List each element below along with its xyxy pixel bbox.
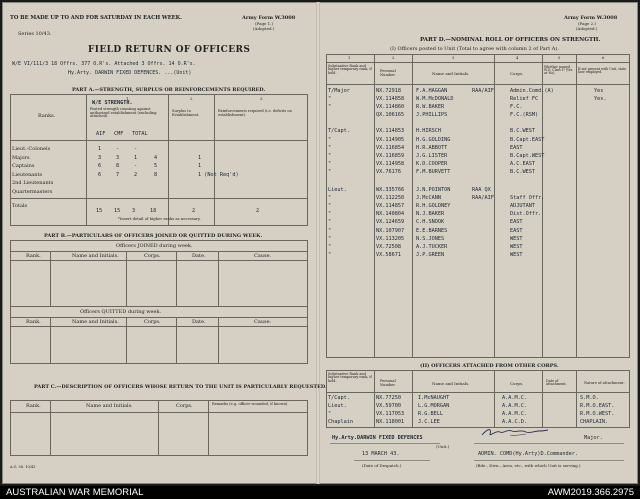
total-cmf: 15 (114, 208, 121, 214)
attached-corps: A.A.M.C. (502, 411, 527, 417)
a-col-rank: Substantive Rank and higher temporary rank, if held. (328, 372, 372, 383)
attached-corps: A.A.C.D. (502, 419, 527, 425)
unit-label: (Unit.) (436, 444, 450, 449)
part-c-table (10, 400, 308, 456)
q-col-name: Name and Initials. (72, 319, 119, 325)
attached-number: NX.77250 (376, 395, 401, 401)
form-page: (Page 1.) (255, 21, 274, 26)
page-fold (316, 2, 320, 484)
a-col-nature: Nature of attachment. (584, 381, 625, 385)
officer-number: QX.106165 (376, 112, 405, 119)
officer-name: J.G.LISTER (416, 152, 448, 159)
officer-name: J.P.GREEN (416, 251, 445, 258)
c-col-rank: Rank. (26, 403, 41, 409)
nominal-roll-table (326, 54, 630, 358)
attached-rank: " (328, 411, 332, 417)
officer-number: NX.140804 (376, 211, 405, 218)
q-col-date: Date. (192, 319, 206, 325)
officer-duty: B.C.WEST (510, 168, 535, 175)
col-reinf: Reinforcements required (i.e. deficits on establishment). (218, 109, 292, 117)
officer-name: H.G.GOLDING (416, 136, 451, 143)
form-id-2: Army Form W.3008 (564, 15, 618, 21)
form-page-2: (Page 2.) (578, 21, 597, 26)
q-col-rank: Rank. (26, 319, 41, 325)
col-num-3: 3 (260, 96, 263, 101)
rank-aif: 6 (98, 163, 102, 169)
officer-rank: " (328, 243, 332, 250)
officer-name: J.N.POINTON (416, 187, 451, 193)
part-d-title: PART D.—NOMINAL ROLL OF OFFICERS ON STRENGTH. (420, 37, 601, 43)
attached-corps: A.A.M.C. (502, 403, 527, 409)
handwritten-signature (480, 426, 550, 438)
sig-label: (Bde., Divn., Area, etc., with which Unit is serving.) (476, 463, 581, 468)
officer-corps: RAA QX (472, 187, 491, 193)
officer-number: NX.107907 (376, 227, 405, 234)
officer-name: W.M.McDONALD (416, 96, 454, 103)
officer-duty: F.C. (510, 104, 523, 111)
officer-rank: " (328, 203, 332, 210)
officer-rank: " (328, 168, 332, 175)
rank-cmf: - (116, 146, 120, 152)
officer-name: R.W.BAKER (416, 104, 445, 111)
b-col-corps: Corps. (144, 253, 161, 259)
officer-rank: " (328, 152, 332, 159)
officer-duty: ADJUTANT (510, 203, 535, 210)
attached-corps: A.A.M.C. (502, 395, 527, 401)
attached-rank: T/Capt. (328, 395, 350, 401)
rank-label: Captains (12, 163, 35, 169)
col-num-1: 1 (126, 96, 129, 101)
caption-accession: AWM2019.366.2975 (547, 487, 634, 498)
a-col-name: Name and Initials. (432, 381, 470, 386)
col-num-2: 2 (190, 96, 193, 101)
rank-label: Lieut.-Colonels (12, 146, 51, 152)
total-reinf: 2 (256, 208, 260, 214)
rank-aif: 1 (98, 146, 102, 152)
part-b-title: PART B.—PARTICULARS OF OFFICERS JOINED OR QUITTED DURING WEEK. (44, 233, 263, 239)
footnote: *Insert detail of higher ranks as necessary. (118, 216, 201, 221)
sub-col-aif: AIF (96, 131, 106, 137)
officer-rank: " (328, 251, 332, 258)
rank-cmf: 8 (116, 163, 120, 169)
officer-number: VX.76176 (376, 168, 401, 175)
rank-total: - (134, 163, 138, 169)
form-adopted-2: (Adopted.) (576, 26, 598, 31)
sub-col-total: TOTAL (132, 131, 148, 137)
attached-rank: Lieut. (328, 403, 347, 409)
officer-number: VX.113205 (376, 235, 405, 242)
attached-number: VX.59700 (376, 403, 401, 409)
date-label: (Date of Despatch.) (362, 463, 402, 468)
d-col-rank: Substantive Rank and higher temporary rank, if held. (328, 64, 372, 75)
quitted-title: Officers QUITTED during week. (80, 309, 162, 315)
attached-title: (II) OFFICERS ATTACHED FROM OTHER CORPS. (420, 363, 559, 369)
officer-rank: T/Capt. (328, 128, 350, 135)
officer-rank: T/Major (328, 88, 350, 94)
officer-duty: F.C.(RSM) (510, 112, 539, 119)
archive-caption-bar (0, 486, 640, 499)
officer-name: F.M.BURVETT (416, 168, 451, 175)
attached-nature: S.M.O. (580, 395, 599, 401)
officer-passed: Yes. (594, 96, 607, 103)
rank-label: Quartermasters (12, 188, 53, 195)
officer-number: VX.114905 (376, 136, 405, 143)
officer-rank: " (328, 160, 332, 167)
rank-surplus: 8 (154, 171, 158, 178)
officer-name: H.R.ABBOTT (416, 144, 448, 151)
officer-duty: Relief FC (510, 96, 539, 103)
part-c-title: PART C.—DESCRIPTION OF OFFICERS WHOSE RETURN TO THE UNIT IS PARTICULARLY REQUESTED. (34, 384, 327, 390)
officer-number: VX.114958 (376, 160, 405, 167)
rank-total: 1 (134, 154, 138, 161)
officer-number: VX.116854 (376, 144, 405, 151)
attached-nature: R.M.O.EAST. (580, 403, 615, 409)
strength-stamp: W/E STRENGTH. (92, 100, 133, 106)
left-page (8, 4, 327, 480)
officer-rank: " (328, 104, 332, 111)
sig-role: ADMIN. COMD(Hy.Arty)D.Commander. (478, 451, 578, 457)
d-col-passed: Whether passed W.O. Class I? (Yes or No). (544, 65, 573, 76)
d-num-6: 6 (602, 56, 605, 60)
b-col-date: Date. (192, 253, 206, 259)
rank-total: 2 (134, 171, 138, 178)
d-col-name: Name and Initials. (432, 71, 470, 76)
rank-total: - (134, 146, 138, 152)
total-total: 3 (132, 208, 136, 214)
officer-rank: " (328, 144, 332, 151)
officer-duty: Admin.Comd.(A) (510, 88, 554, 94)
officer-duty: WEST (510, 251, 523, 258)
rank-label: Lieutenants (12, 171, 43, 178)
rank-cmf: 3 (116, 154, 120, 161)
d-num-5: 5 (558, 56, 561, 60)
rank-reinf: 1 (198, 163, 202, 169)
c-col-remarks: Remarks (e.g. officer wounded, if known). (212, 402, 289, 406)
officer-name: J.McCANN (416, 195, 441, 202)
unit-line-2: Hy.Arty. DARWIN FIXED DEFENCES. ...(Unit) (68, 70, 192, 76)
attached-number: NX.118001 (376, 419, 405, 425)
sig-rank: Major. (584, 435, 603, 441)
officer-rank: " (328, 195, 332, 202)
total-surplus: 18 (150, 208, 157, 214)
d-col-number: Personal Number. (380, 69, 396, 77)
part-a-title: PART A.—STRENGTH, SURPLUS OR REINFORCEMENTS REQUIRED. (72, 87, 266, 93)
right-page (324, 4, 632, 480)
officer-duty: EAST (510, 144, 523, 151)
officer-corps: RAA/AIF (472, 195, 494, 202)
col-posted: Posted strength counting against authorized establishment (excluding attached). (90, 107, 157, 119)
form-adopted: (Adopted.) (253, 26, 275, 31)
b-col-rank: Rank. (26, 253, 41, 259)
d-num-2: 2 (392, 56, 395, 60)
officer-duty: B.Capt.EAST (510, 136, 545, 143)
part-d-sub: (I) Officers posted to Unit (Total to agree with column 2 of Part A). (390, 46, 559, 52)
total-surplus-2: 2 (192, 208, 196, 214)
top-notice: TO BE MADE UP TO AND FOR SATURDAY IN EACH WEEK. (10, 15, 182, 21)
page-title: FIELD RETURN OF OFFICERS (88, 45, 251, 55)
attached-name: J.C.LEE (418, 419, 440, 425)
rank-aif: 3 (98, 154, 102, 161)
rank-label: Majors (12, 154, 30, 161)
officer-duty: A.C.EAST (510, 160, 535, 167)
series-label: Series 10/43. (18, 31, 52, 37)
officer-rank: Lieut. (328, 187, 347, 193)
attached-nature: CHAPLAIN. (580, 419, 609, 425)
officer-duty: EAST (510, 227, 523, 234)
rank-surplus: 5 (154, 163, 158, 169)
joined-title: Officers JOINED during week. (116, 243, 193, 249)
attached-number: VX.117053 (376, 411, 405, 417)
q-col-cause: Cause. (254, 319, 272, 325)
d-num-1: 1 (348, 56, 351, 60)
officer-passed: Yes (594, 88, 604, 94)
rank-surplus: 4 (154, 154, 158, 161)
officer-number: VX.114860 (376, 104, 405, 111)
caption-source: AUSTRALIAN WAR MEMORIAL (6, 487, 144, 498)
b-col-cause: Cause. (254, 253, 272, 259)
officer-number: VX.58671 (376, 251, 401, 258)
a-col-number: Personal Number. (380, 379, 396, 387)
c-col-name: Name and Initials. (86, 403, 133, 409)
officer-number: NX.72918 (376, 88, 401, 94)
unit-footer: Hy.Arty.DARWIN FIXED DEFENCES (332, 435, 423, 441)
attached-rank: Chaplain (328, 419, 353, 425)
attached-name: R.G.BELL (418, 411, 443, 417)
q-col-corps: Corps. (144, 319, 161, 325)
officer-number: VX.112250 (376, 195, 405, 202)
officer-number: WX.335766 (376, 187, 405, 193)
officer-name: J.PHILLIPS (416, 112, 448, 119)
officer-name: F.A.HAGGAN (416, 88, 448, 94)
officer-duty: B.C.WEST (510, 128, 535, 135)
c-col-corps: Corps. (176, 403, 193, 409)
officer-number: VX.114853 (376, 128, 405, 135)
d-num-4: 4 (516, 56, 519, 60)
officer-number: VX.116859 (376, 152, 405, 159)
officer-duty: Staff Offr. (510, 195, 545, 202)
unit-line-1: W/E VI/111/3 18 Offrs. 377 O.R's. Attached 3 Offrs. 14 O.R's. (12, 61, 196, 67)
form-id: Army Form W.3008 (242, 15, 296, 21)
officer-duty: B.Capt.WEST (510, 152, 545, 159)
rank-reinf: 1 (198, 154, 202, 161)
sub-col-cmf: CMF (114, 131, 124, 137)
a-col-corps: Corps. (510, 381, 524, 386)
attached-name: L.G.MORGAN (418, 403, 450, 409)
attached-name: I.McNAUGHT (418, 395, 450, 401)
totals-label: Totals (12, 203, 28, 209)
total-aif: 15 (96, 208, 103, 214)
officer-duty: EAST (510, 219, 523, 226)
officer-name: K.D.COOPER (416, 160, 448, 167)
a-col-date: Date of attachment. (546, 379, 567, 387)
officer-name: H.HIRSCH (416, 128, 441, 135)
officer-rank: " (328, 219, 332, 226)
printer-mark: A.G. 58. 10/43 (10, 465, 36, 469)
officer-number: VX.124659 (376, 219, 405, 226)
officer-rank: " (328, 136, 332, 143)
officer-number: VX.114858 (376, 96, 405, 103)
officer-duty: Dist.Offr. (510, 211, 542, 218)
col-ranks: Ranks. (38, 113, 56, 119)
d-col-corps: Corps. (510, 71, 524, 76)
officer-name: A.J.TUCKER (416, 243, 448, 250)
officer-duty: WEST (510, 235, 523, 242)
d-num-3: 3 (452, 56, 455, 60)
d-col-employed: If not present with Unit, state how employed. (578, 67, 627, 75)
officer-name: N.J.BAKER (416, 211, 445, 218)
col-surplus: Surplus to Establishment. (172, 109, 200, 117)
rank-cmf: 7 (116, 171, 120, 178)
rank-reinf: 1 (Not Req'd) (198, 171, 239, 178)
officer-number: VX.72508 (376, 243, 401, 250)
officer-rank: " (328, 227, 332, 234)
rank-label: 2nd Lieutenants (12, 180, 54, 186)
rank-aif: 6 (98, 171, 102, 178)
officer-name: N.S.JONES (416, 235, 445, 242)
officer-name: C.H.SNOOK (416, 219, 445, 226)
officer-name: E.E.BARNES (416, 227, 448, 234)
attached-nature: R.M.O.WEST. (580, 411, 615, 417)
b-col-name: Name and Initials. (72, 253, 119, 259)
officer-rank: " (328, 235, 332, 242)
officer-duty: WEST (510, 243, 523, 250)
despatch-date: 13 MARCH 43. (362, 451, 400, 457)
officer-rank: " (328, 211, 332, 218)
officer-name: R.H.GOLDNEY (416, 203, 451, 210)
officer-rank: " (328, 96, 332, 103)
officer-corps: RAA/AIF (472, 88, 494, 94)
officer-number: VX.114857 (376, 203, 405, 210)
